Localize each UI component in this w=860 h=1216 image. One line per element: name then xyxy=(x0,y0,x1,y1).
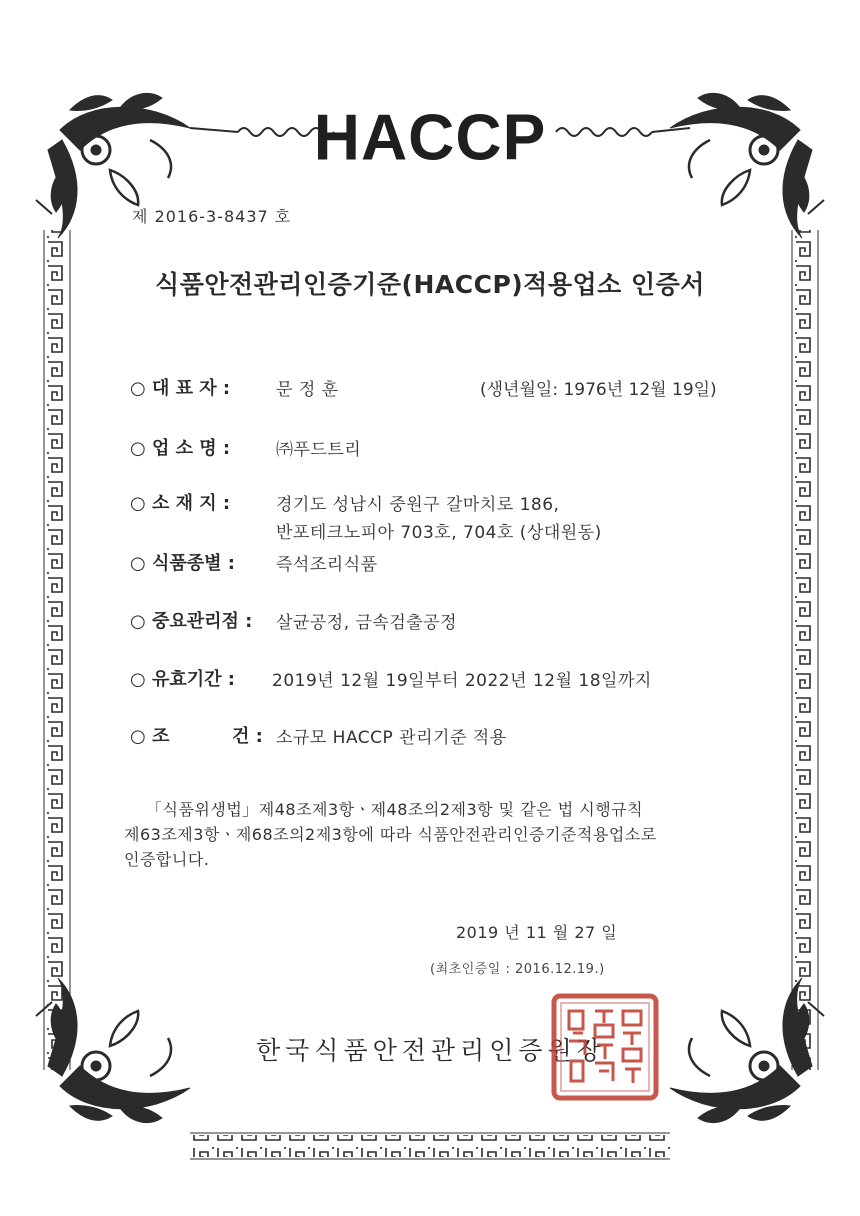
statement-line-1: 「식품위생법」제48조제3항ㆍ제48조의2제3항 및 같은 법 시행규칙 xyxy=(146,800,644,819)
representative-label: ○ 대 표 자 : xyxy=(130,378,231,399)
food-type-value: 즉석조리식품 xyxy=(276,555,378,575)
first-certification-date: (최초인증일 : 2016.12.19.) xyxy=(430,962,605,977)
statement-line-3: 인증합니다. xyxy=(124,850,210,869)
issuer-name: 한국식품안전관리인증원장 xyxy=(256,1036,606,1065)
representative-value: 문 정 훈 xyxy=(276,380,339,400)
left-border-band xyxy=(46,230,68,1070)
ccp-label: ○ 중요관리점 : xyxy=(130,611,253,632)
certificate-number: 제 2016-3-8437 호 xyxy=(132,207,292,226)
issue-date: 2019 년 11 월 27 일 xyxy=(456,923,618,942)
food-type-label: ○ 식품종별 : xyxy=(130,553,235,574)
validity-value: 2019년 12월 19일부터 2022년 12월 18일까지 xyxy=(272,671,652,691)
official-seal xyxy=(551,993,659,1101)
bottom-border-band xyxy=(190,1135,670,1157)
haccp-heading: HACCP xyxy=(313,100,547,174)
statement-line-2: 제63조제3항ㆍ제68조의2제3항에 따라 식품안전관리인증기준적용업소로 xyxy=(124,825,657,844)
condition-label-left: ○ 조 xyxy=(130,726,170,747)
condition-value: 소규모 HACCP 관리기준 적용 xyxy=(276,728,507,748)
condition-label-right: 건 : xyxy=(232,726,263,747)
address-label: ○ 소 재 지 : xyxy=(130,493,231,514)
company-label: ○ 업 소 명 : xyxy=(130,438,231,459)
address-line-2: 반포테크노피아 703호, 704호 (상대원동) xyxy=(276,523,602,543)
document-title: 식품안전관리인증기준(HACCP)적용업소 인증서 xyxy=(155,270,705,299)
address-line-1: 경기도 성남시 중원구 갈마치로 186, xyxy=(276,495,560,515)
company-value: ㈜푸드트리 xyxy=(276,440,362,460)
ccp-value: 살균공정, 금속검출공정 xyxy=(276,613,458,633)
right-border-band xyxy=(794,230,816,1070)
validity-label: ○ 유효기간 : xyxy=(130,669,235,690)
birth-date: (생년월일: 1976년 12월 19일) xyxy=(480,380,717,400)
